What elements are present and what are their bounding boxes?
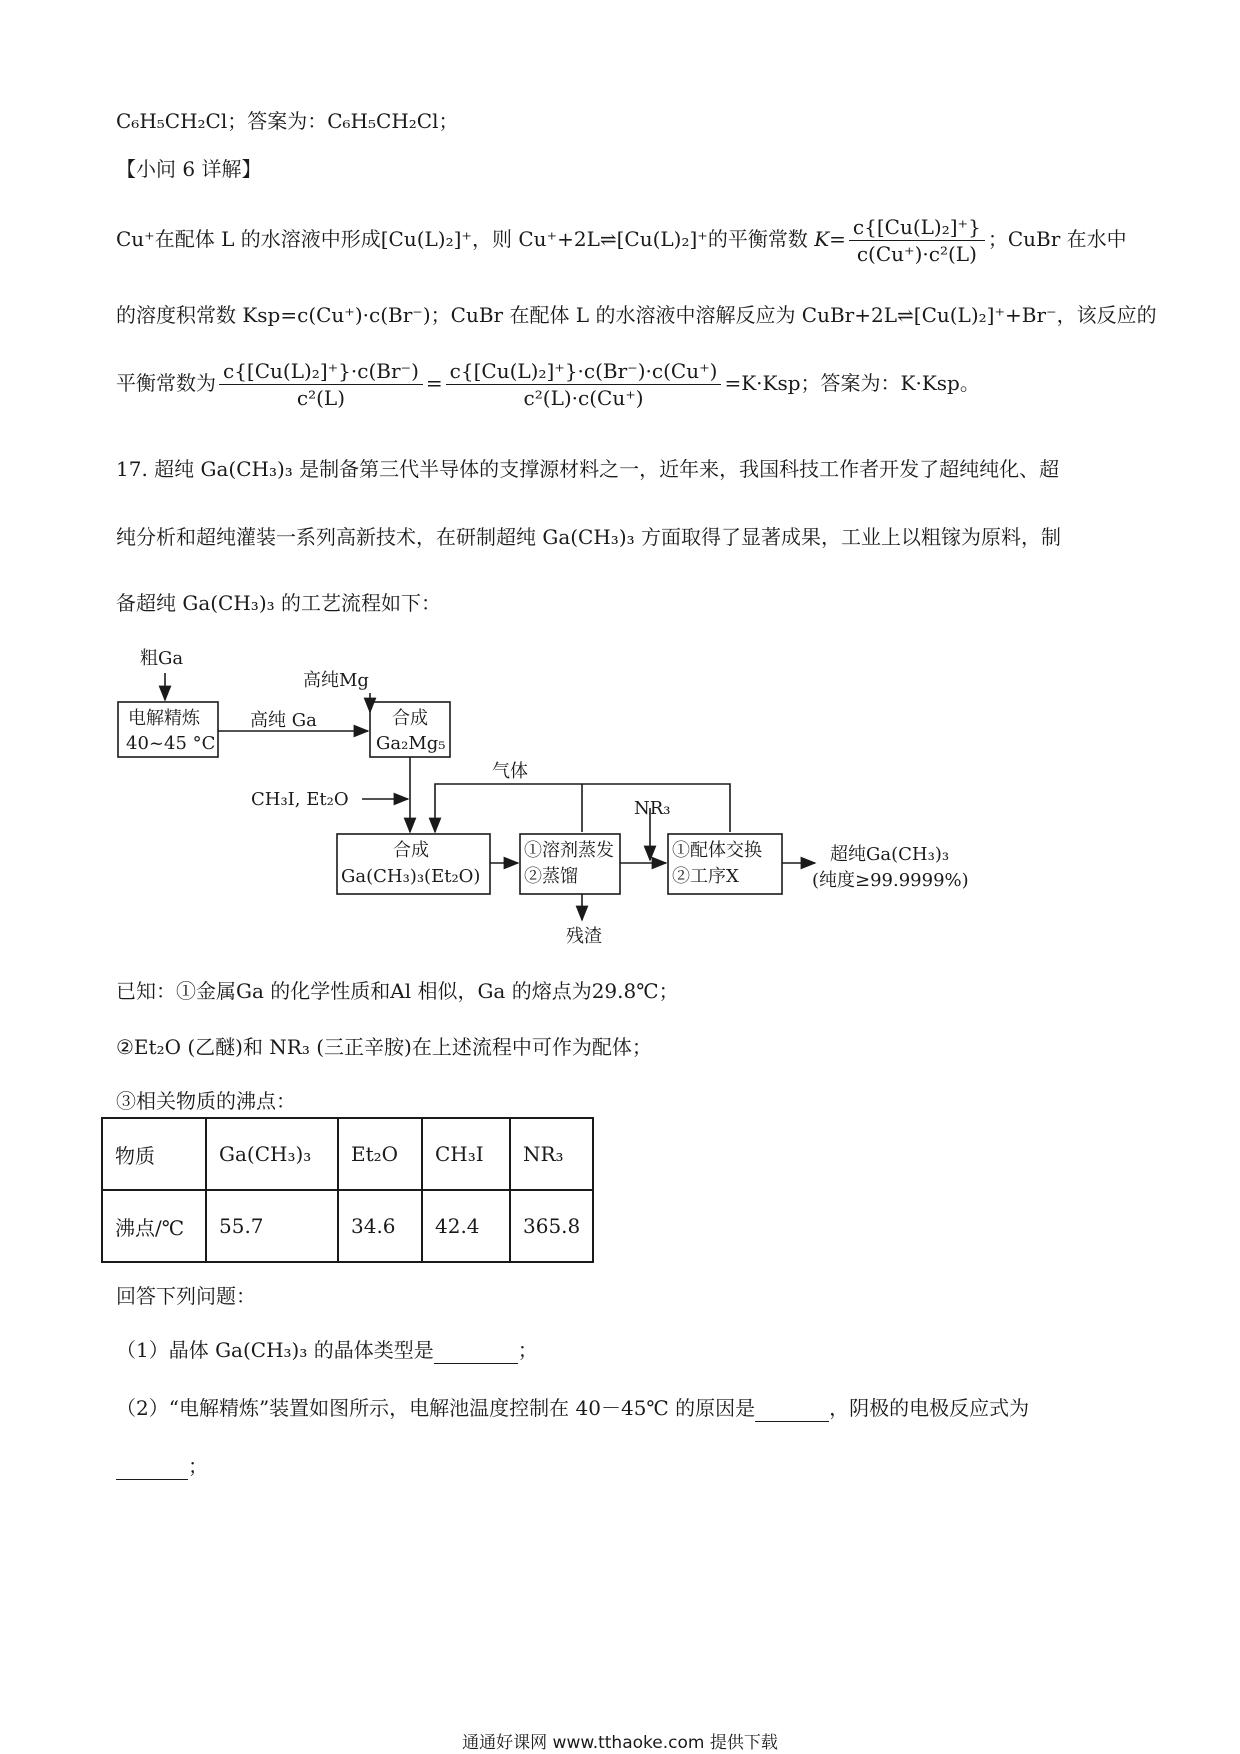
fraction-denominator: c²(L) bbox=[296, 386, 345, 410]
questions-intro: 回答下列问题： bbox=[116, 1284, 256, 1308]
table-cell: Et₂O bbox=[338, 1118, 422, 1190]
answer-line: C₆H₅CH₂Cl；答案为：C₆H₅CH₂Cl； bbox=[116, 109, 459, 133]
gas-label: 气体 bbox=[492, 761, 528, 782]
equals-sign: = bbox=[425, 371, 443, 395]
text-segment: ；CuBr 在水中 bbox=[987, 227, 1127, 251]
question-text: ，阴极的电极反应式为 bbox=[829, 1396, 1030, 1420]
question-1 bbox=[116, 1337, 538, 1364]
page-footer: 通通好课网 www.tthaoke.com 提供下载 bbox=[462, 1733, 778, 1753]
known-1: 已知：①金属Ga 的化学性质和Al 相似，Ga 的熔点为29.8℃； bbox=[116, 979, 679, 1003]
pure-ga-label: 高纯 Ga bbox=[250, 710, 317, 731]
table-cell: 365.8 bbox=[510, 1190, 593, 1262]
section-header: 【小问 6 详解】 bbox=[116, 157, 262, 181]
table-cell: CH₃I bbox=[422, 1118, 510, 1190]
k-label: K= bbox=[814, 227, 846, 251]
table-cell: NR₃ bbox=[510, 1118, 593, 1190]
table-cell: 42.4 bbox=[422, 1190, 510, 1262]
crude-ga-label: 粗Ga bbox=[140, 648, 184, 669]
question-2-continued bbox=[116, 1453, 208, 1480]
table-cell: 34.6 bbox=[338, 1190, 422, 1262]
table-row bbox=[102, 1118, 593, 1190]
fraction-numerator: c{[Cu(L)₂]⁺} bbox=[849, 215, 985, 241]
fraction-numerator: c{[Cu(L)₂]⁺}·c(Br⁻)·c(Cu⁺) bbox=[446, 359, 722, 385]
ga-complex-label: Ga(CH₃)₃(Et₂O) bbox=[341, 866, 481, 887]
product-label: 超纯Ga(CH₃)₃ bbox=[830, 844, 950, 865]
question-17-line-2: 纯分析和超纯灌装一系列高新技术，在研制超纯 Ga(CH₃)₃ 方面取得了显著成果，工业上以粗镓为原料，制 bbox=[116, 525, 1061, 549]
question-text: （2）“电解精炼”装置如图所示，电解池温度控制在 40－45℃ 的原因是 bbox=[116, 1396, 756, 1420]
question-17-line-3: 备超纯 Ga(CH₃)₃ 的工艺流程如下： bbox=[116, 591, 441, 615]
electrorefining-label: 电解精炼 bbox=[128, 708, 200, 729]
distillation-label: ②蒸馏 bbox=[524, 866, 578, 887]
pure-mg-label: 高纯Mg bbox=[303, 670, 369, 691]
question-17-line-1: 17. 超纯 Ga(CH₃)₃ 是制备第三代半导体的支撑源材料之一，近年来，我国科技工作者开发了超纯纯化、超 bbox=[116, 457, 1060, 481]
question-text: （1）晶体 Ga(CH₃)₃ 的晶体类型是 bbox=[116, 1338, 434, 1362]
text-segment: =K·Ksp；答案为：K·Ksp。 bbox=[724, 371, 980, 395]
ga2mg5-label: Ga₂Mg₅ bbox=[376, 733, 446, 754]
punctuation: ； bbox=[188, 1454, 208, 1478]
answer-blank[interactable] bbox=[116, 1453, 188, 1480]
answer-blank[interactable] bbox=[755, 1395, 829, 1422]
synthesis-label-1: 合成 bbox=[392, 708, 428, 729]
table-cell: Ga(CH₃)₃ bbox=[206, 1118, 338, 1190]
synthesis-label-2: 合成 bbox=[393, 840, 429, 861]
table-cell: 物质 bbox=[102, 1118, 206, 1190]
known-2: ②Et₂O (乙醚)和 NR₃ (三正辛胺)在上述流程中可作为配体； bbox=[116, 1035, 652, 1059]
fraction-numerator: c{[Cu(L)₂]⁺}·c(Br⁻) bbox=[219, 359, 423, 385]
purity-label: (纯度≥99.9999%) bbox=[812, 870, 969, 891]
known-3: ③相关物质的沸点： bbox=[116, 1089, 296, 1113]
table-cell: 沸点/℃ bbox=[102, 1190, 206, 1262]
punctuation: ； bbox=[517, 1338, 538, 1362]
evaporation-label: ①溶剂蒸发 bbox=[524, 840, 614, 861]
fraction-denominator: c(Cu⁺)·c²(L) bbox=[856, 242, 977, 266]
boiling-point-table bbox=[101, 1117, 594, 1263]
answer-blank[interactable] bbox=[434, 1337, 518, 1364]
reagent-label: CH₃I, Et₂O bbox=[251, 789, 349, 810]
nr3-label: NR₃ bbox=[634, 798, 671, 819]
ksp-line: 的溶度积常数 Ksp=c(Cu⁺)·c(Br⁻)；CuBr 在配体 L 的水溶液中溶解反应为 CuBr+2L⇌[Cu(L)₂]⁺+Br⁻，该反应的 bbox=[116, 303, 1157, 327]
process-x-label: ②工序X bbox=[672, 866, 739, 887]
table-cell: 55.7 bbox=[206, 1190, 338, 1262]
text-segment: Cu⁺在配体 L 的水溶液中形成[Cu(L)₂]⁺，则 Cu⁺+2L⇌[Cu(L)₂]⁺的平衡常数 bbox=[116, 227, 815, 251]
ligand-exchange-label: ①配体交换 bbox=[672, 840, 762, 861]
text-segment: 平衡常数为 bbox=[116, 371, 216, 395]
fraction-denominator: c²(L)·c(Cu⁺) bbox=[523, 386, 644, 410]
temperature-label: 40~45 °C bbox=[126, 733, 216, 754]
residue-label: 残渣 bbox=[566, 926, 602, 947]
question-2 bbox=[116, 1395, 1029, 1422]
table-row bbox=[102, 1190, 593, 1262]
